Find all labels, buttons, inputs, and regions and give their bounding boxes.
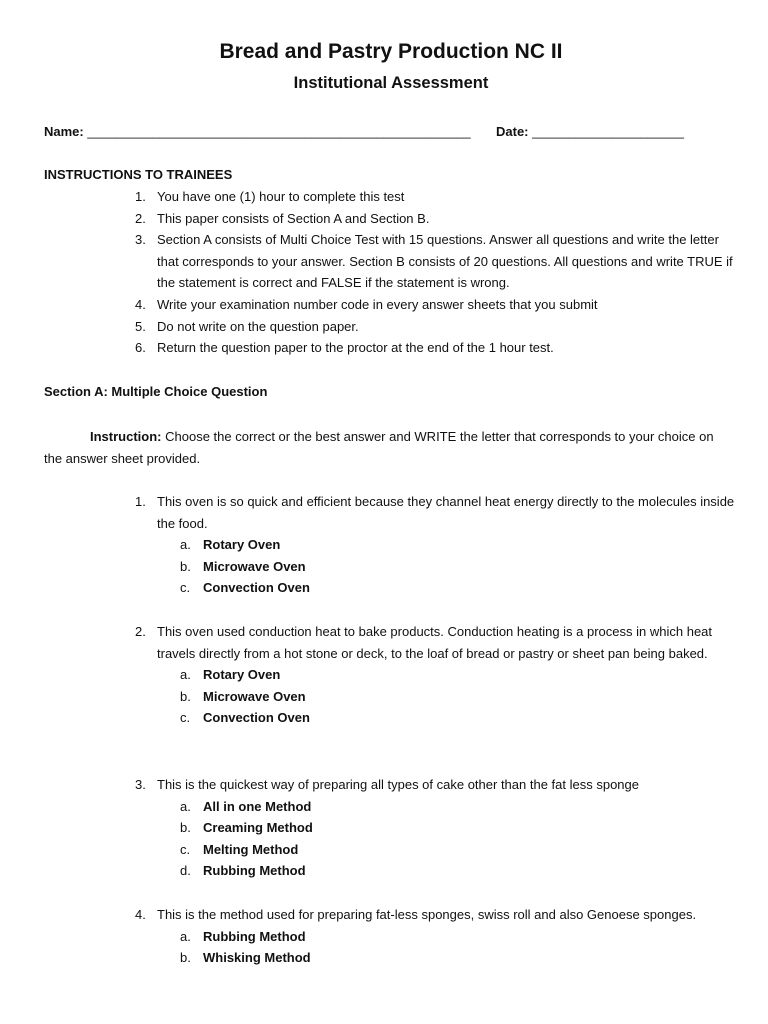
option-text: Melting Method <box>203 841 299 857</box>
section-a-heading: Section A: Multiple Choice Question <box>44 384 268 399</box>
option-letter: c. <box>180 580 191 596</box>
name-line: _____________________________________________________ <box>87 124 471 139</box>
option-letter: a. <box>180 667 191 683</box>
question-number: 2. <box>135 624 146 639</box>
item-text: Return the question paper to the proctor at the end of the 1 hour test. <box>157 340 554 356</box>
option-letter: c. <box>180 710 191 726</box>
option-letter: d. <box>180 863 191 879</box>
option-text: Microwave Oven <box>203 558 306 574</box>
list-item <box>135 186 735 208</box>
option-letter: a. <box>180 798 191 814</box>
item-number: 5. <box>135 318 146 334</box>
list-item <box>135 229 735 294</box>
option-text: Rotary Oven <box>203 537 281 553</box>
item-number: 1. <box>135 189 146 204</box>
option-text: Rubbing Method <box>203 928 306 944</box>
option-item <box>180 860 740 882</box>
question-2 <box>135 621 740 729</box>
question-4 <box>135 904 740 969</box>
document-subtitle: Institutional Assessment <box>293 74 489 92</box>
question-text: This oven used conduction heat to bake products. Conduction heating is a process in which heat travels directly from a hot stone or deck, to the loaf of bread or pastry or sheet pan being baked. <box>157 624 713 661</box>
date-field <box>496 121 684 143</box>
question-number: 3. <box>135 777 146 792</box>
list-item <box>135 208 735 230</box>
option-text: Rotary Oven <box>203 667 281 683</box>
option-text: All in one Method <box>203 798 312 814</box>
option-item <box>180 686 740 708</box>
options-list <box>180 664 740 729</box>
option-text: Convection Oven <box>203 580 310 596</box>
option-letter: b. <box>180 820 191 836</box>
option-item <box>180 796 740 818</box>
date-label: Date: <box>496 124 529 139</box>
option-letter: b. <box>180 950 191 966</box>
name-date-row <box>44 121 744 143</box>
question-text-row <box>135 491 740 534</box>
question-text-row <box>135 621 740 664</box>
option-item <box>180 707 740 729</box>
instruction-text: Choose the correct or the best answer and WRITE the letter that corresponds to your choice on the answer sheet provided. <box>44 429 714 466</box>
item-text: You have one (1) hour to complete this test <box>157 189 405 204</box>
options-list <box>180 796 740 882</box>
question-3 <box>135 774 740 882</box>
option-letter: a. <box>180 928 191 944</box>
item-text: This paper consists of Section A and Section B. <box>157 210 430 226</box>
document-title: Bread and Pastry Production NC II <box>219 40 563 63</box>
option-item <box>180 577 740 599</box>
question-text: This oven is so quick and efficient because they channel heat energy directly to the molecules inside the food. <box>157 494 735 531</box>
option-text: Rubbing Method <box>203 863 306 879</box>
date-line: _____________________ <box>532 124 684 139</box>
option-text: Whisking Method <box>203 950 311 966</box>
item-text: Write your examination number code in every answer sheets that you submit <box>157 296 598 312</box>
question-text: This is the method used for preparing fat-less sponges, swiss roll and also Genoese sponges. <box>157 907 697 922</box>
list-item <box>135 337 735 359</box>
instruction-label: Instruction: <box>90 429 162 444</box>
options-list <box>180 926 740 969</box>
option-item <box>180 664 740 686</box>
item-text: Do not write on the question paper. <box>157 318 359 334</box>
options-list <box>180 534 740 599</box>
option-text: Convection Oven <box>203 710 310 726</box>
option-text: Microwave Oven <box>203 688 306 704</box>
list-item <box>135 294 735 316</box>
option-item <box>180 947 740 969</box>
option-letter: b. <box>180 688 191 704</box>
instructions-list <box>135 186 735 359</box>
option-letter: b. <box>180 558 191 574</box>
list-item <box>135 316 735 338</box>
item-number: 2. <box>135 210 146 226</box>
option-item <box>180 926 740 948</box>
instructions-heading: INSTRUCTIONS TO TRAINEES <box>44 167 233 182</box>
option-item <box>180 556 740 578</box>
option-letter: c. <box>180 841 191 857</box>
name-label: Name: <box>44 124 84 139</box>
question-text-row <box>135 774 740 796</box>
option-item <box>180 817 740 839</box>
option-text: Creaming Method <box>203 820 313 836</box>
item-number: 4. <box>135 296 146 312</box>
question-1 <box>135 491 740 599</box>
item-number: 3. <box>135 232 146 248</box>
question-number: 4. <box>135 907 146 922</box>
section-a-instruction <box>44 426 734 469</box>
item-number: 6. <box>135 340 146 356</box>
item-text: Section A consists of Multi Choice Test with 15 questions. Answer all questions and write the letter that corresponds to your answer. Section B consists of 20 questions. All questions and write TRUE if the statement is correct and FALSE if the statement is wrong. <box>157 232 733 291</box>
option-item <box>180 534 740 556</box>
option-letter: a. <box>180 537 191 553</box>
question-text-row <box>135 904 740 926</box>
question-text: This is the quickest way of preparing all types of cake other than the fat less sponge <box>157 777 639 792</box>
option-item <box>180 839 740 861</box>
question-number: 1. <box>135 494 146 509</box>
